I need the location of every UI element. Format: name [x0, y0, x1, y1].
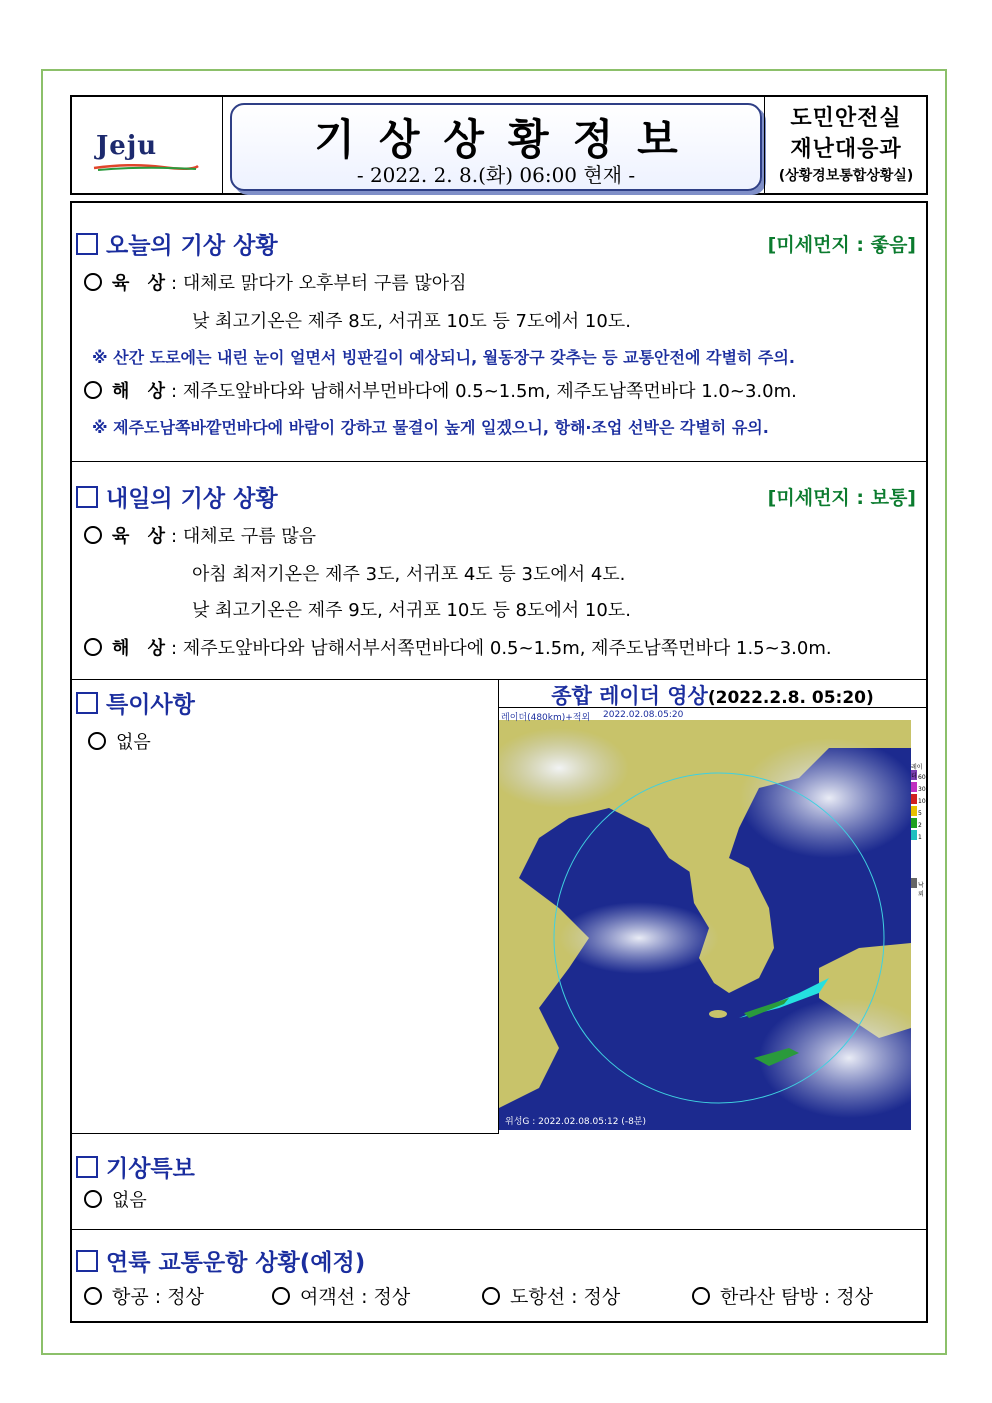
land-temperature: 낮 최고기온은 제주 8도, 서귀포 10도 등 7도에서 10도. — [192, 311, 631, 332]
legend-lightning: 낙뢰 — [918, 882, 924, 898]
radar-title: 종합 레이더 영상(2022.2.8. 05:20) — [498, 680, 926, 708]
jeju-logo: Jeju — [96, 131, 158, 161]
radar-footer: 위성G : 2022.02.08.05:12 (-8분) — [505, 1117, 646, 1127]
circle-bullet-icon — [84, 638, 102, 656]
traffic-section — [72, 1230, 926, 1321]
traffic-island-ferry: 도항선 : 정상 — [482, 1282, 620, 1309]
checkbox-icon — [76, 692, 98, 714]
special-item: 없음 — [88, 728, 151, 754]
legend-title: 레이더 — [911, 764, 923, 780]
section-title: 특이사항 — [76, 686, 195, 719]
jeju-island — [709, 1010, 727, 1018]
land-forecast: 육 상: 대체로 맑다가 오후부터 구름 많아짐 — [84, 269, 467, 295]
circle-bullet-icon — [88, 732, 106, 750]
radar-map — [499, 708, 926, 1134]
cloud-band — [559, 902, 719, 974]
circle-bullet-icon — [84, 1190, 102, 1208]
report-body — [70, 201, 928, 1323]
circle-bullet-icon — [84, 1287, 102, 1305]
section-title: 내일의 기상 상황 — [76, 480, 278, 513]
legend-values: 60 30 10 5 2 1 — [918, 774, 926, 841]
circle-bullet-icon — [272, 1287, 290, 1305]
title-box — [230, 103, 762, 191]
warning-item: 없음 — [84, 1186, 147, 1212]
sea-forecast: 해 상: 제주도앞바다와 남해서부먼바다에 0.5~1.5m, 제주도남쪽먼바다 1.0~3.0m. — [84, 377, 797, 403]
circle-bullet-icon — [482, 1287, 500, 1305]
checkbox-icon — [76, 1250, 98, 1272]
logo-cell — [72, 97, 223, 193]
dust-status: [미세먼지 : 보통] — [767, 487, 916, 509]
today-section — [72, 203, 926, 462]
section-title: 기상특보 — [76, 1150, 195, 1183]
department-cell — [764, 97, 927, 193]
office-name: (상황경보통합상황실) — [778, 168, 914, 184]
logo-swoosh-icon — [92, 163, 200, 171]
caution-note: ※ 산간 도로에는 내린 눈이 얼면서 빙판길이 예상되니, 월동장구 갖추는 등 교통안전에 각별히 주의. — [92, 348, 795, 367]
land-forecast: 육 상: 대체로 구름 많음 — [84, 522, 316, 548]
section-title: 연륙 교통운항 상황(예정) — [76, 1244, 365, 1277]
cloud-band — [739, 738, 919, 858]
special-section — [72, 680, 926, 1134]
traffic-hallasan: 한라산 탐방 : 정상 — [692, 1282, 873, 1309]
department-name: 도민안전실 — [790, 106, 902, 131]
radar-caption: 레이더(480km)+적외 — [501, 713, 591, 723]
circle-bullet-icon — [84, 526, 102, 544]
traffic-ferry: 여객선 : 정상 — [272, 1282, 410, 1309]
traffic-air: 항공 : 정상 — [84, 1282, 204, 1309]
checkbox-icon — [76, 233, 98, 255]
land-max-temperature: 낮 최고기온은 제주 9도, 서귀포 10도 등 8도에서 10도. — [192, 600, 631, 621]
land-min-temperature: 아침 최저기온은 제주 3도, 서귀포 4도 등 3도에서 4도. — [192, 564, 626, 585]
checkbox-icon — [76, 486, 98, 508]
section-title: 오늘의 기상 상황 — [76, 227, 278, 260]
caution-note: ※ 제주도남쪽바깥먼바다에 바람이 강하고 물결이 높게 일겠으니, 항해·조업 선박은 각별히 유의. — [92, 418, 769, 437]
sea-forecast: 해 상: 제주도앞바다와 남해서부서쪽먼바다에 0.5~1.5m, 제주도남쪽먼바다 1.5~3.0m. — [84, 634, 832, 660]
circle-bullet-icon — [84, 381, 102, 399]
document-date: - 2022. 2. 8.(화) 06:00 현재 - — [356, 163, 636, 187]
division-name: 재난대응과 — [790, 137, 902, 162]
checkbox-icon — [76, 1156, 98, 1178]
document-title: 기상상황정보 — [314, 115, 702, 164]
warning-section — [72, 1134, 926, 1230]
circle-bullet-icon — [692, 1287, 710, 1305]
radar-image — [498, 708, 926, 1134]
circle-bullet-icon — [84, 273, 102, 291]
document-header — [70, 95, 928, 195]
tomorrow-section — [72, 462, 926, 680]
dust-status: [미세먼지 : 좋음] — [767, 234, 916, 256]
radar-caption-time: 2022.02.08.05:20 — [603, 710, 684, 720]
